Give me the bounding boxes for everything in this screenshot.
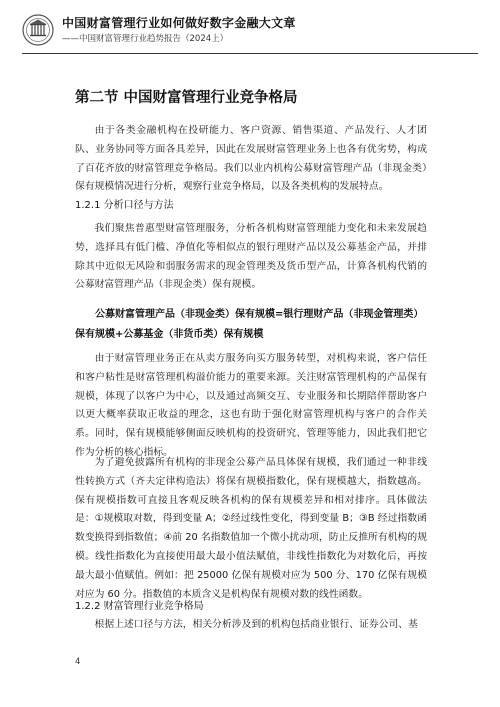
subsection-heading-analysis-method: 1.2.1 分析口径与方法: [75, 200, 174, 211]
section-title: 第二节 中国财富管理行业竞争格局: [75, 90, 298, 106]
header-subtitle: ——中国财富管理行业趋势报告（2024上）: [62, 34, 229, 44]
retention-scale-paragraph: 由于财富管理业务正在从卖方服务向买方服务转型，对机构来说，客户信任和客户粘性是财富管理机构溢价能力的重要来源。关注财富管理机构的产品保有规模，体现了以客户为中心，以及通过高频交互、专业服务和长期陪伴帮助客户以更大概率获取正收益的理念，这也有助于强化财富管理机构与客户的合作关系。同时，保有规模能够侧面反映机构的投资研究、管理等能力，因此我们把它作为分析的核心指标。: [75, 353, 427, 458]
index-method-paragraph: 为了避免披露所有机构的非现金公募产品具体保有规模，我们通过一种非线性转换方式（齐夫定律构造法）将保有规模指数化，保有规模越大，指数越高。保有规模指数可直接且客观反映各机构的保有规模差异和相对排序。具体做法是：①规模取对数，得到变量 A；②经过线性变化，得到变量 B；③B 经过指数函数变换得到指数值；④前 20 名指数值加一个微小扰动项，防止反推所有机构的规模。线性指数化为直接使用最大最小值法赋值，非线性指数化为对数化后，再按最大最小值赋值。例如：把 25000 亿保有规模对应为 500 分、170 亿保有规模对应为 60 分。指数值的本质含义是机构保有规模对数的线性函数。: [75, 457, 427, 600]
section-intro-paragraph: 由于各类金融机构在投研能力、客户资源、销售渠道、产品发行、人才团队、业务协同等方面各具差异，因此在发展财富管理业务上也各有优劣势，构成了百花齐放的财富管理竞争格局。我们以业内机构公募财富管理产品（非现金类）保有规模情况进行分析，观察行业竞争格局，以及各类机构的发展特点。: [75, 125, 427, 193]
formula-paragraph: 公募财富管理产品（非现金类）保有规模=银行理财产品（非现金管理类）保有规模+公募基金（非货币类）保有规模: [75, 309, 424, 340]
method-paragraph: 我们聚焦普惠型财富管理服务，分析各机构财富管理能力变化和未来发展趋势，选择具有低门槛、净值化等相似点的银行理财产品以及公募基金产品，并排除其中近似无风险和弱服务需求的现金管理类及货币型产品，计算各机构代销的公募财富管理产品（非现金类）保有规模。: [75, 223, 427, 291]
institution-seal-icon: [22, 14, 54, 46]
page-number: 4: [75, 657, 81, 667]
header-title: 中国财富管理行业如何做好数字金融大文章: [62, 16, 296, 30]
page-header: [0, 0, 500, 58]
header-divider: [22, 53, 478, 54]
subsection-heading-competition: 1.2.2 财富管理行业竞争格局: [75, 601, 204, 612]
competition-paragraph: 根据上述口径与方法，相关分析涉及到的机构包括商业银行、证券公司、基: [94, 619, 418, 630]
